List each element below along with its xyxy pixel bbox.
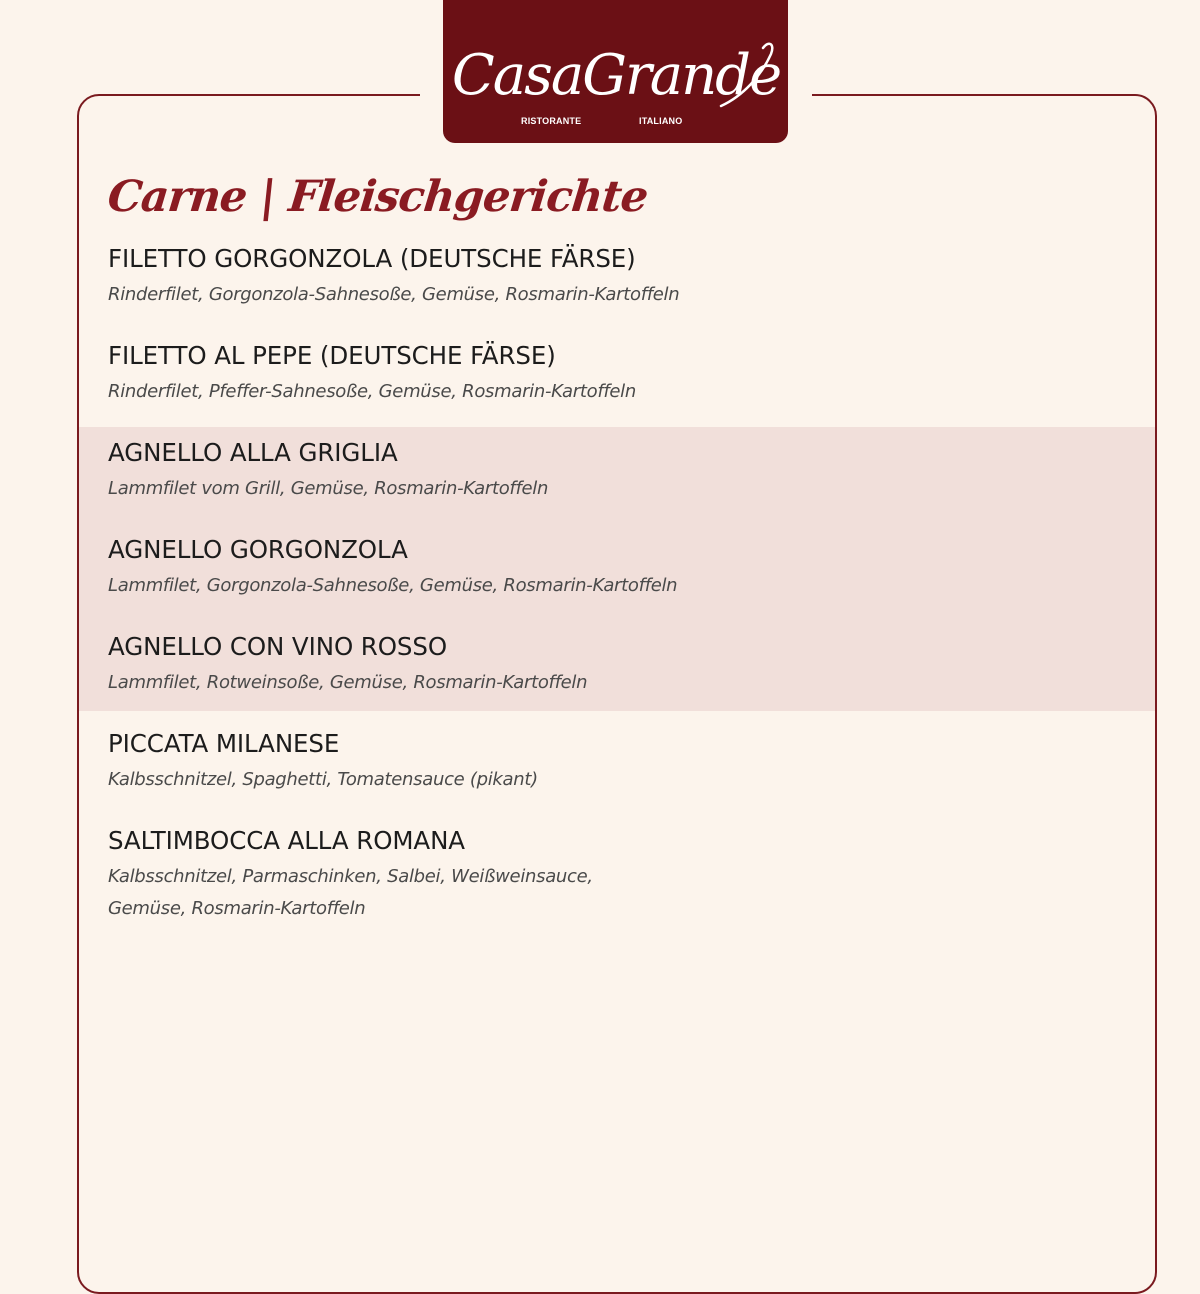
restaurant-logo: [443, 0, 788, 143]
dish-description: [108, 279, 679, 311]
dish-description: [108, 667, 587, 699]
dish-description-line: Lammfilet vom Grill, Gemüse, Rosmarin-Kartoffeln: [108, 478, 549, 499]
dish-description-line: Rinderfilet, Pfeffer-Sahnesoße, Gemüse, Rosmarin-Kartoffeln: [108, 381, 636, 402]
dish-name: FILETTO GORGONZOLA (DEUTSCHE FÄRSE): [108, 244, 636, 273]
menu-item: [108, 244, 679, 311]
dish-name: PICCATA MILANESE: [108, 729, 340, 758]
dish-description-line: Lammfilet, Rotweinsoße, Gemüse, Rosmarin-Kartoffeln: [108, 672, 588, 693]
dish-description-line: Kalbsschnitzel, Spaghetti, Tomatensauce (pikant): [108, 769, 538, 790]
dish-description: [108, 473, 548, 505]
dish-name: AGNELLO ALLA GRIGLIA: [108, 438, 398, 467]
dish-description: [108, 764, 538, 796]
menu-item: [108, 438, 548, 505]
dish-name: SALTIMBOCCA ALLA ROMANA: [108, 826, 465, 855]
menu-item: [108, 535, 677, 602]
logo-tagline-italiano: ITALIANO: [639, 116, 683, 126]
menu-item: [108, 632, 587, 699]
dish-name: FILETTO AL PEPE (DEUTSCHE FÄRSE): [108, 341, 556, 370]
dish-description: [108, 861, 593, 925]
menu-item: [108, 341, 636, 408]
dish-description-line: Kalbsschnitzel, Parmaschinken, Salbei, Weißweinsauce,: [108, 866, 593, 887]
menu-item: [108, 826, 593, 925]
dish-name: AGNELLO GORGONZOLA: [108, 535, 408, 564]
logo-tagline: [521, 116, 731, 126]
dish-description: [108, 376, 636, 408]
menu-item: [108, 729, 538, 796]
logo-wordmark: CasaGrande: [451, 43, 781, 108]
dish-description: [108, 570, 677, 602]
dish-description-line: Gemüse, Rosmarin-Kartoffeln: [108, 898, 366, 919]
dish-description-line: Lammfilet, Gorgonzola-Sahnesoße, Gemüse, Rosmarin-Kartoffeln: [108, 575, 678, 596]
logo-tagline-ristorante: RISTORANTE: [521, 116, 582, 126]
logo-flourish-icon: [713, 36, 783, 116]
dish-description-line: Rinderfilet, Gorgonzola-Sahnesoße, Gemüse, Rosmarin-Kartoffeln: [108, 284, 680, 305]
dish-name: AGNELLO CON VINO ROSSO: [108, 632, 448, 661]
section-title: Carne | Fleischgerichte: [105, 172, 650, 222]
